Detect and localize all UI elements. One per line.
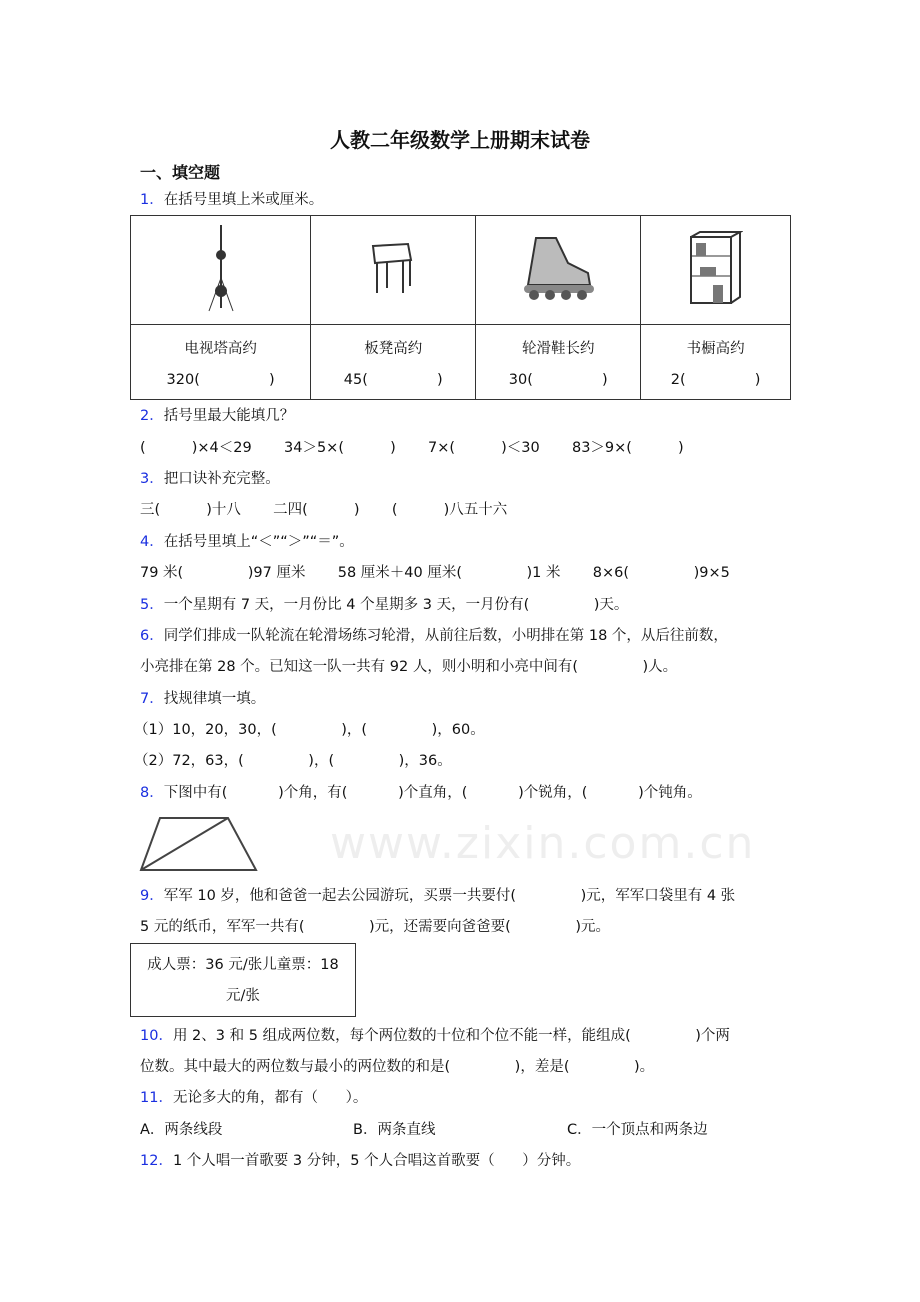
q10-line2: 位数。其中最大的两位数与最小的两位数的和是( )，差是( )。	[140, 1059, 655, 1075]
q4-line: 79 米( )97 厘米 58 厘米＋40 厘米( )1 米 8×6( )9×5	[140, 565, 730, 581]
question-8: 8．下图中有( )个角，有( )个直角，( )个锐角，( )个钝角。	[140, 785, 702, 801]
q11-option-a: A．两条线段	[140, 1122, 223, 1138]
q7-part2: （2）72，63，( )，( )，36。	[134, 753, 452, 769]
watermark: www.zixin.com.cn	[330, 818, 756, 869]
q1-table	[130, 215, 791, 400]
q3-line: 三( )十八 二四( ) ( )八五十六	[140, 502, 508, 518]
question-3: 3．把口诀补充完整。	[140, 471, 280, 487]
q1-cell: 板凳高约 45( )	[311, 325, 476, 400]
q9-line2: 5 元的纸币，军军一共有( )元，还需要向爸爸要( )元。	[140, 919, 611, 935]
roller-skate-icon	[476, 216, 641, 325]
tv-tower-icon	[131, 216, 311, 325]
q1-cell: 电视塔高约 320( )	[131, 325, 311, 400]
ticket-price-box: 成人票：36 元/张儿童票：18 元/张	[130, 943, 356, 1017]
q7-part1: （1）10，20，30，( )，( )，60。	[134, 722, 485, 738]
question-9: 9．军军 10 岁，他和爸爸一起去公园游玩，买票一共要付( )元，军军口袋里有 4 张	[140, 888, 736, 904]
section-heading: 一、填空题	[140, 163, 221, 182]
stool-icon	[311, 216, 476, 325]
question-10: 10．用 2、3 和 5 组成两位数，每个两位数的十位和个位不能一样，能组成( )个两	[140, 1028, 730, 1044]
question-1: 1．在括号里填上米或厘米。	[140, 192, 324, 208]
question-6: 6．同学们排成一队轮流在轮滑场练习轮滑，从前往后数，小明排在第 18 个，从后往前数，	[140, 628, 728, 644]
q1-cell: 书橱高约 2( )	[641, 325, 791, 400]
q11-option-b: B．两条直线	[353, 1122, 436, 1138]
question-11: 11．无论多大的角，都有（ ）。	[140, 1090, 368, 1106]
question-2: 2．括号里最大能填几？	[140, 408, 295, 424]
q1-cell: 轮滑鞋长约 30( )	[476, 325, 641, 400]
question-5: 5．一个星期有 7 天，一月份比 4 个星期多 3 天，一月份有( )天。	[140, 597, 629, 613]
question-12: 12．1 个人唱一首歌要 3 分钟，5 个人合唱这首歌要（ ）分钟。	[140, 1153, 581, 1169]
q11-option-c: C．一个顶点和两条边	[567, 1122, 708, 1138]
q2-line: ( )×4＜29 34＞5×( ) 7×( )＜30 83＞9×( )	[140, 440, 684, 456]
question-4: 4．在括号里填上“＜”“＞”“＝”。	[140, 534, 354, 550]
question-7: 7．找规律填一填。	[140, 691, 266, 707]
q6-line2: 小亮排在第 28 个。已知这一队一共有 92 人，则小明和小亮中间有( )人。	[140, 659, 678, 675]
bookcase-icon	[641, 216, 791, 325]
trapezoid-figure	[138, 815, 260, 873]
page-title: 人教二年级数学上册期末试卷	[330, 128, 590, 152]
